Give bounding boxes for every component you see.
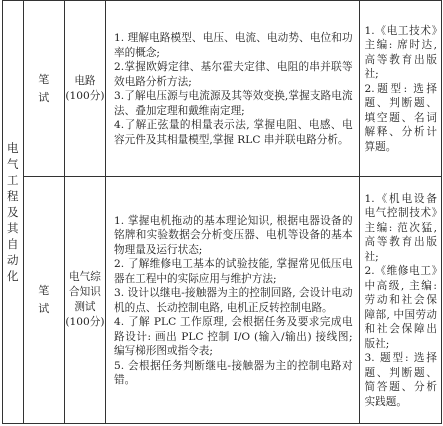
content-cell <box>106 1 360 177</box>
major-cell <box>3 1 24 424</box>
reference-list <box>360 21 441 157</box>
reference-item: 2.《维修电工》中高级, 主编: 劳动和社会保障部, 中国劳动和社会保障出版社; <box>364 265 437 350</box>
exam-mode-cell <box>23 177 64 424</box>
reference-item: 1.《电工技术》主编: 席时达, 高等教育出版社; <box>364 24 437 81</box>
content-item: 4.了解正弦量的相量表示法, 掌握电阻、电感、电容元件及其相量模型,掌握 RLC 串并联电路分析。 <box>114 119 353 146</box>
content-item: 3.了解电压源与电流源及其等效变换,掌握支路电流法、叠加定理和戴维南定理; <box>114 90 353 117</box>
table-row <box>3 177 442 424</box>
subject-name: 电路(100分) <box>65 74 105 102</box>
reference-cell <box>359 177 441 424</box>
content-item: 1. 理解电路模型、电压、电流、电动势、电位和功率的概念; <box>114 32 353 59</box>
reference-item: 2.题型: 选择题、判断题、填空题、名词解释、分析计算题。 <box>364 82 437 153</box>
subject-name: 电气综合知识测试(100分) <box>65 271 105 328</box>
major-name: 电气工程及其自动化 <box>7 141 19 283</box>
content-item: 2. 了解维修电工基本的试验技能, 掌握常见低压电器在工程中的实际应用与维护方法; <box>114 258 353 285</box>
reference-list <box>360 189 441 412</box>
content-item: 5. 会根据任务判断继电-接触器为主的控制电路对错。 <box>114 359 353 386</box>
exam-mode-cell <box>23 1 64 177</box>
subject-cell <box>64 1 105 177</box>
reference-cell <box>359 1 441 177</box>
content-cell <box>106 177 360 424</box>
exam-mode: 笔试 <box>38 72 50 104</box>
syllabus-table <box>2 0 442 424</box>
reference-item: 3. 题型: 选择题、判断题、简答题、分析实践题。 <box>364 352 437 408</box>
content-item: 1. 掌握电机拖动的基本理论知识, 根据电器设备的铭牌和实验数据会分析变压器、电机等设备的基本物理量及运行状态; <box>114 214 353 256</box>
content-list <box>106 28 359 149</box>
subject-cell <box>64 177 105 424</box>
reference-item: 1.《机电设备电气控制技术》主编: 范次猛, 高等教育出版社; <box>364 192 437 263</box>
content-item: 2.掌握欧姆定律、基尔霍夫定律、电阻的串并联等效电路分析方法; <box>114 61 353 88</box>
content-item: 3. 设计以继电-接触器为主的控制回路, 会设计电动机的点、长动控制电路, 电机正反转控制电路。 <box>114 287 353 314</box>
content-item: 4. 了解 PLC 工作原理, 会根据任务及要求完成电路设计: 画出 PLC 控制 I/O (输入/输出) 接线图; 编写梯形图或指令表; <box>114 316 353 357</box>
exam-mode: 笔试 <box>38 284 50 315</box>
table-row <box>3 1 442 177</box>
content-list <box>106 211 359 390</box>
